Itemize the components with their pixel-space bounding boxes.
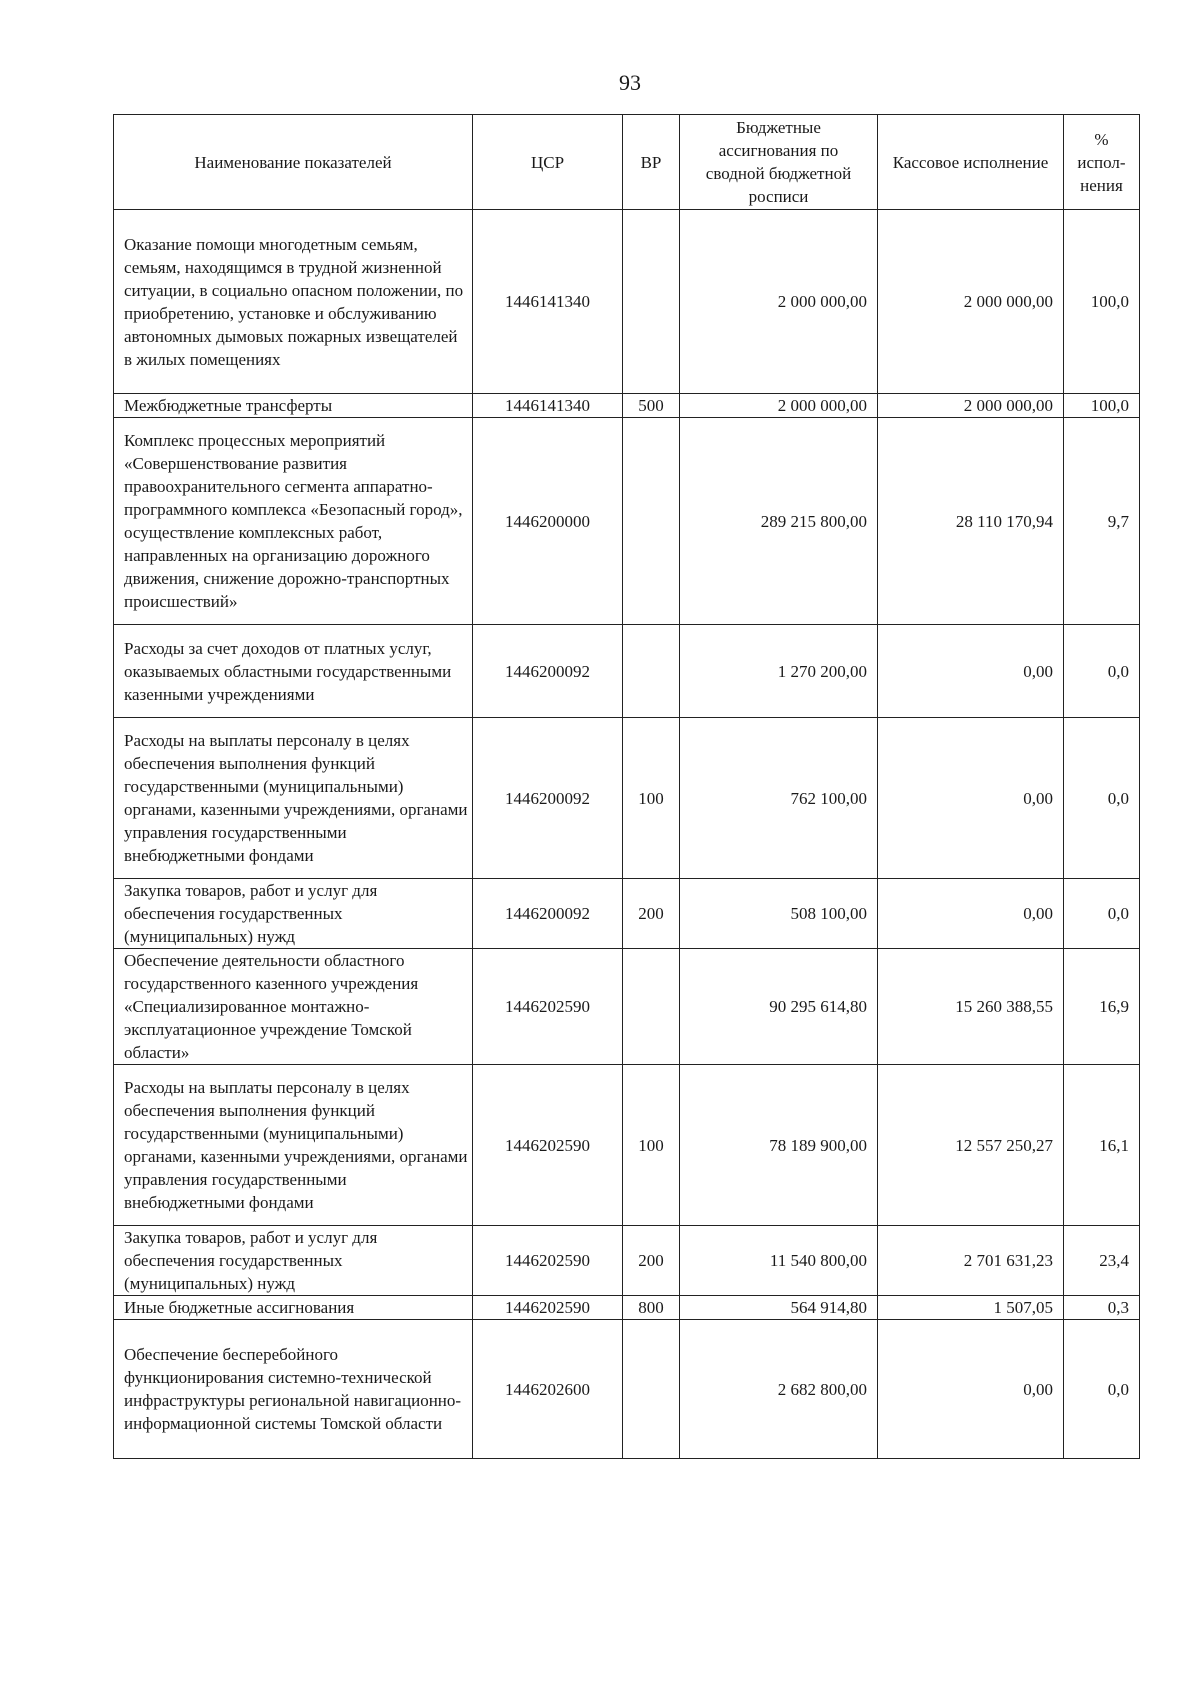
cell-csr: 1446141340 (473, 394, 623, 418)
cell-csr: 1446200000 (473, 418, 623, 625)
cell-pct: 0,0 (1064, 1320, 1140, 1459)
table-header-row (114, 115, 1140, 210)
cell-cash: 0,00 (878, 718, 1064, 879)
cell-pct: 0,0 (1064, 718, 1140, 879)
cell-pct: 0,0 (1064, 625, 1140, 718)
cell-pct: 16,9 (1064, 949, 1140, 1065)
cell-cash: 15 260 388,55 (878, 949, 1064, 1065)
cell-csr: 1446202590 (473, 1226, 623, 1296)
cell-vr (623, 1320, 680, 1459)
cell-budget: 1 270 200,00 (680, 625, 878, 718)
cell-vr: 100 (623, 718, 680, 879)
cell-budget: 289 215 800,00 (680, 418, 878, 625)
cell-cash: 2 701 631,23 (878, 1226, 1064, 1296)
cell-vr (623, 418, 680, 625)
cell-budget: 2 000 000,00 (680, 210, 878, 394)
cell-budget: 762 100,00 (680, 718, 878, 879)
table-row (114, 1226, 1140, 1296)
cell-csr: 1446141340 (473, 210, 623, 394)
header-cash: Кассовое исполнение (878, 115, 1064, 210)
cell-name: Обеспечение деятельности областного государственного казенного учреждения «Специализированное монтажно-эксплуатационное учреждение Томской области» (114, 949, 473, 1065)
header-name: Наименование показателей (114, 115, 473, 210)
cell-csr: 1446200092 (473, 879, 623, 949)
header-csr: ЦСР (473, 115, 623, 210)
cell-budget: 78 189 900,00 (680, 1065, 878, 1226)
cell-vr (623, 210, 680, 394)
cell-cash: 1 507,05 (878, 1296, 1064, 1320)
cell-budget: 2 000 000,00 (680, 394, 878, 418)
cell-csr: 1446202590 (473, 949, 623, 1065)
cell-csr: 1446200092 (473, 718, 623, 879)
cell-pct: 0,3 (1064, 1296, 1140, 1320)
budget-execution-table (113, 114, 1140, 1459)
cell-pct: 23,4 (1064, 1226, 1140, 1296)
cell-vr: 500 (623, 394, 680, 418)
cell-name: Закупка товаров, работ и услуг для обеспечения государственных (муниципальных) нужд (114, 879, 473, 949)
header-pct: % испол-нения (1064, 115, 1140, 210)
cell-name: Расходы за счет доходов от платных услуг, оказываемых областными государственными казенными учреждениями (114, 625, 473, 718)
cell-pct: 0,0 (1064, 879, 1140, 949)
cell-pct: 100,0 (1064, 394, 1140, 418)
table-row (114, 949, 1140, 1065)
cell-pct: 100,0 (1064, 210, 1140, 394)
cell-csr: 1446200092 (473, 625, 623, 718)
cell-vr (623, 949, 680, 1065)
cell-vr: 200 (623, 879, 680, 949)
table-row (114, 879, 1140, 949)
cell-budget: 564 914,80 (680, 1296, 878, 1320)
cell-vr: 200 (623, 1226, 680, 1296)
cell-cash: 2 000 000,00 (878, 394, 1064, 418)
table-row (114, 210, 1140, 394)
page-number: 93 (619, 70, 641, 95)
cell-pct: 16,1 (1064, 1065, 1140, 1226)
cell-cash: 0,00 (878, 625, 1064, 718)
cell-cash: 2 000 000,00 (878, 210, 1064, 394)
cell-vr (623, 625, 680, 718)
table-row (114, 718, 1140, 879)
cell-name: Расходы на выплаты персоналу в целях обеспечения выполнения функций государственными (муниципальными) органами, казенными учреждениями, органами управления государственными внебюджетными фондами (114, 1065, 473, 1226)
table-row (114, 625, 1140, 718)
cell-name: Оказание помощи многодетным семьям, семьям, находящимся в трудной жизненной ситуации, в социально опасном положении, по приобретению, установке и обслуживанию автономных дымовых пожарных извещателей в жилых помещениях (114, 210, 473, 394)
table-row (114, 418, 1140, 625)
cell-vr: 100 (623, 1065, 680, 1226)
cell-name: Закупка товаров, работ и услуг для обеспечения государственных (муниципальных) нужд (114, 1226, 473, 1296)
cell-name: Обеспечение бесперебойного функционирования системно-технической инфраструктуры региональной навигационно-информационной системы Томской области (114, 1320, 473, 1459)
cell-name: Расходы на выплаты персоналу в целях обеспечения выполнения функций государственными (муниципальными) органами, казенными учреждениями, органами управления государственными внебюджетными фондами (114, 718, 473, 879)
cell-cash: 28 110 170,94 (878, 418, 1064, 625)
cell-budget: 11 540 800,00 (680, 1226, 878, 1296)
cell-name: Иные бюджетные ассигнования (114, 1296, 473, 1320)
cell-budget: 2 682 800,00 (680, 1320, 878, 1459)
cell-name: Комплекс процессных мероприятий «Совершенствование развития правоохранительного сегмента аппаратно-программного комплекса «Безопасный город», осуществление комплексных работ, направленных на организацию дорожного движения, снижение дорожно-транспортных происшествий» (114, 418, 473, 625)
table-row (114, 1065, 1140, 1226)
cell-cash: 0,00 (878, 1320, 1064, 1459)
table-row (114, 1320, 1140, 1459)
cell-csr: 1446202600 (473, 1320, 623, 1459)
cell-budget: 508 100,00 (680, 879, 878, 949)
cell-name: Межбюджетные трансферты (114, 394, 473, 418)
cell-csr: 1446202590 (473, 1065, 623, 1226)
cell-cash: 0,00 (878, 879, 1064, 949)
table-row (114, 1296, 1140, 1320)
cell-cash: 12 557 250,27 (878, 1065, 1064, 1226)
header-budget: Бюджетные ассигнования по сводной бюджетной росписи (680, 115, 878, 210)
cell-pct: 9,7 (1064, 418, 1140, 625)
table-row (114, 394, 1140, 418)
header-vr: ВР (623, 115, 680, 210)
cell-csr: 1446202590 (473, 1296, 623, 1320)
cell-budget: 90 295 614,80 (680, 949, 878, 1065)
cell-vr: 800 (623, 1296, 680, 1320)
